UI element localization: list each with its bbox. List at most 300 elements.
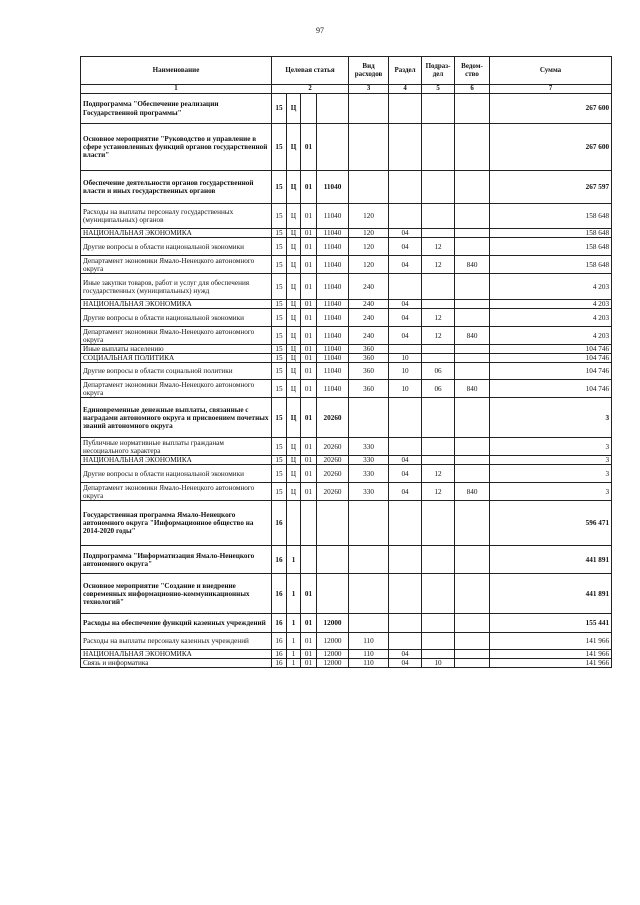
table-row	[81, 633, 612, 650]
row-name: НАЦИОНАЛЬНАЯ ЭКОНОМИКА	[81, 650, 272, 659]
direction-code: 11040	[317, 204, 349, 229]
program-code: 15	[272, 124, 287, 171]
subprogram-code: 1	[287, 574, 301, 614]
section-code: 04	[389, 465, 422, 483]
row-name: Расходы на выплаты персоналу государственных (муниципальных) органов	[81, 204, 272, 229]
section-code: 10	[389, 363, 422, 380]
amount: 3	[490, 398, 612, 438]
row-name: СОЦИАЛЬНАЯ ПОЛИТИКА	[81, 354, 272, 363]
activity-code: 01	[301, 398, 317, 438]
column-number: 3	[349, 85, 389, 94]
column-number: 4	[389, 85, 422, 94]
subprogram-code: Ц	[287, 94, 301, 124]
expense-type: 330	[349, 483, 389, 501]
subsection-code	[422, 345, 455, 354]
subsection-code	[422, 574, 455, 614]
department-code	[455, 546, 490, 574]
department-code: 840	[455, 380, 490, 398]
program-code: 16	[272, 574, 287, 614]
section-code: 04	[389, 650, 422, 659]
direction-code	[317, 546, 349, 574]
subprogram-code: Ц	[287, 238, 301, 256]
program-code: 15	[272, 229, 287, 238]
program-code: 15	[272, 456, 287, 465]
column-number: 6	[455, 85, 490, 94]
header-razdel: Раздел	[389, 57, 422, 85]
activity-code: 01	[301, 171, 317, 204]
direction-code: 11040	[317, 274, 349, 300]
program-code: 15	[272, 274, 287, 300]
subsection-code	[422, 171, 455, 204]
amount: 158 648	[490, 256, 612, 274]
direction-code	[317, 501, 349, 546]
department-code	[455, 456, 490, 465]
row-name: Публичные нормативные выплаты гражданам несоциального характера	[81, 438, 272, 456]
subprogram-code: Ц	[287, 309, 301, 327]
activity-code: 01	[301, 363, 317, 380]
table-row	[81, 309, 612, 327]
program-code: 15	[272, 345, 287, 354]
amount: 4 203	[490, 274, 612, 300]
program-code: 15	[272, 363, 287, 380]
activity-code: 01	[301, 229, 317, 238]
department-code	[455, 274, 490, 300]
subsection-code	[422, 501, 455, 546]
expense-type: 240	[349, 327, 389, 345]
subsection-code	[422, 546, 455, 574]
subprogram-code: Ц	[287, 380, 301, 398]
table-row	[81, 398, 612, 438]
amount: 3	[490, 465, 612, 483]
expense-type: 120	[349, 229, 389, 238]
amount: 104 746	[490, 345, 612, 354]
section-code: 04	[389, 256, 422, 274]
section-code: 04	[389, 483, 422, 501]
subprogram-code: Ц	[287, 300, 301, 309]
department-code	[455, 238, 490, 256]
section-code: 10	[389, 380, 422, 398]
subprogram-code: Ц	[287, 483, 301, 501]
amount: 3	[490, 456, 612, 465]
table-row	[81, 274, 612, 300]
subsection-code	[422, 204, 455, 229]
program-code: 15	[272, 465, 287, 483]
subprogram-code: 1	[287, 614, 301, 633]
activity-code: 01	[301, 345, 317, 354]
activity-code: 01	[301, 456, 317, 465]
department-code: 840	[455, 327, 490, 345]
subprogram-code: Ц	[287, 456, 301, 465]
direction-code: 11040	[317, 256, 349, 274]
subprogram-code: Ц	[287, 204, 301, 229]
section-code: 04	[389, 456, 422, 465]
section-code	[389, 398, 422, 438]
activity-code: 01	[301, 438, 317, 456]
section-code	[389, 171, 422, 204]
department-code	[455, 229, 490, 238]
subprogram-code: Ц	[287, 465, 301, 483]
table-row	[81, 650, 612, 659]
direction-code	[317, 574, 349, 614]
department-code	[455, 354, 490, 363]
direction-code: 11040	[317, 354, 349, 363]
subprogram-code: Ц	[287, 345, 301, 354]
subprogram-code: Ц	[287, 124, 301, 171]
amount: 141 966	[490, 650, 612, 659]
table-row	[81, 465, 612, 483]
table-row	[81, 229, 612, 238]
subsection-code: 12	[422, 238, 455, 256]
header-name: Наименование	[81, 57, 272, 85]
section-code	[389, 124, 422, 171]
amount: 104 746	[490, 354, 612, 363]
direction-code: 12000	[317, 659, 349, 668]
header-vid: Вид расходов	[349, 57, 389, 85]
activity-code	[301, 501, 317, 546]
subprogram-code: 1	[287, 650, 301, 659]
expense-type	[349, 546, 389, 574]
table-row	[81, 456, 612, 465]
activity-code: 01	[301, 659, 317, 668]
budget-table	[80, 56, 612, 668]
table-row	[81, 124, 612, 171]
activity-code: 01	[301, 633, 317, 650]
direction-code: 11040	[317, 171, 349, 204]
amount: 104 746	[490, 380, 612, 398]
row-name: НАЦИОНАЛЬНАЯ ЭКОНОМИКА	[81, 229, 272, 238]
subprogram-code: Ц	[287, 274, 301, 300]
program-code: 15	[272, 256, 287, 274]
expense-type: 360	[349, 363, 389, 380]
department-code	[455, 171, 490, 204]
amount: 4 203	[490, 327, 612, 345]
department-code: 840	[455, 256, 490, 274]
expense-type: 120	[349, 204, 389, 229]
expense-type: 120	[349, 238, 389, 256]
subsection-code	[422, 456, 455, 465]
row-name: Государственная программа Ямало-Ненецкого автономного округа "Информационное общество на 2014-2020 годы"	[81, 501, 272, 546]
amount: 4 203	[490, 309, 612, 327]
program-code: 16	[272, 546, 287, 574]
subsection-code: 12	[422, 256, 455, 274]
subsection-code: 06	[422, 363, 455, 380]
table-row	[81, 204, 612, 229]
expense-type: 240	[349, 274, 389, 300]
subsection-code	[422, 274, 455, 300]
row-name: Обеспечение деятельности органов государственной власти и иных государственных органов	[81, 171, 272, 204]
program-code: 16	[272, 501, 287, 546]
department-code	[455, 204, 490, 229]
subsection-code: 10	[422, 659, 455, 668]
expense-type	[349, 94, 389, 124]
subprogram-code: 1	[287, 659, 301, 668]
activity-code: 01	[301, 380, 317, 398]
column-number: 1	[81, 85, 272, 94]
program-code: 15	[272, 238, 287, 256]
header-podrazdel: Подраз-дел	[422, 57, 455, 85]
row-name: Департамент экономики Ямало-Ненецкого автономного округа	[81, 380, 272, 398]
program-code: 15	[272, 483, 287, 501]
expense-type: 110	[349, 650, 389, 659]
direction-code: 11040	[317, 327, 349, 345]
amount: 441 891	[490, 574, 612, 614]
table-row	[81, 501, 612, 546]
direction-code: 11040	[317, 229, 349, 238]
table-row	[81, 438, 612, 456]
program-code: 15	[272, 327, 287, 345]
activity-code: 01	[301, 354, 317, 363]
department-code	[455, 614, 490, 633]
amount: 158 648	[490, 204, 612, 229]
expense-type	[349, 614, 389, 633]
subsection-code: 12	[422, 483, 455, 501]
column-number-row	[81, 85, 612, 94]
program-code: 16	[272, 633, 287, 650]
subprogram-code	[287, 501, 301, 546]
expense-type: 360	[349, 380, 389, 398]
row-name: Иные закупки товаров, работ и услуг для обеспечения государственных (муниципальных) нужд	[81, 274, 272, 300]
direction-code: 12000	[317, 614, 349, 633]
expense-type: 330	[349, 465, 389, 483]
direction-code: 11040	[317, 309, 349, 327]
subsection-code	[422, 438, 455, 456]
subprogram-code: Ц	[287, 171, 301, 204]
table-row	[81, 546, 612, 574]
direction-code: 12000	[317, 650, 349, 659]
expense-type: 240	[349, 300, 389, 309]
activity-code: 01	[301, 574, 317, 614]
amount: 441 891	[490, 546, 612, 574]
table-row	[81, 256, 612, 274]
department-code	[455, 501, 490, 546]
department-code	[455, 363, 490, 380]
row-name: Основное мероприятие "Руководство и управление в сфере установленных функций органов государственной власти"	[81, 124, 272, 171]
subsection-code: 06	[422, 380, 455, 398]
section-code	[389, 633, 422, 650]
row-name: Подпрограмма "Обеспечение реализации Государственной программы"	[81, 94, 272, 124]
subsection-code	[422, 300, 455, 309]
direction-code	[317, 124, 349, 171]
subprogram-code: Ц	[287, 398, 301, 438]
department-code	[455, 309, 490, 327]
expense-type: 240	[349, 309, 389, 327]
program-code: 15	[272, 94, 287, 124]
section-code: 04	[389, 659, 422, 668]
activity-code: 01	[301, 204, 317, 229]
row-name: Единовременные денежные выплаты, связанные с наградами автономного округа и присвоением почетных званий автономного округа	[81, 398, 272, 438]
section-code	[389, 438, 422, 456]
subprogram-code: 1	[287, 633, 301, 650]
expense-type: 360	[349, 354, 389, 363]
amount: 155 441	[490, 614, 612, 633]
amount: 158 648	[490, 238, 612, 256]
table-row	[81, 363, 612, 380]
department-code	[455, 438, 490, 456]
row-name: Расходы на выплаты персоналу казенных учреждений	[81, 633, 272, 650]
program-code: 16	[272, 659, 287, 668]
section-code: 04	[389, 300, 422, 309]
column-number: 7	[490, 85, 612, 94]
column-number: 2	[272, 85, 349, 94]
expense-type	[349, 171, 389, 204]
amount: 4 203	[490, 300, 612, 309]
column-number: 5	[422, 85, 455, 94]
section-code	[389, 614, 422, 633]
direction-code: 11040	[317, 238, 349, 256]
table-row	[81, 574, 612, 614]
direction-code: 20260	[317, 398, 349, 438]
direction-code	[317, 94, 349, 124]
department-code	[455, 94, 490, 124]
section-code: 10	[389, 354, 422, 363]
section-code	[389, 501, 422, 546]
expense-type	[349, 501, 389, 546]
direction-code: 11040	[317, 300, 349, 309]
row-name: Департамент экономики Ямало-Ненецкого автономного округа	[81, 327, 272, 345]
subprogram-code: Ц	[287, 354, 301, 363]
table-row	[81, 171, 612, 204]
row-name: Расходы на обеспечение функций казенных учреждений	[81, 614, 272, 633]
table-row	[81, 380, 612, 398]
program-code: 15	[272, 300, 287, 309]
subsection-code	[422, 124, 455, 171]
table-row	[81, 659, 612, 668]
activity-code: 01	[301, 483, 317, 501]
amount: 3	[490, 438, 612, 456]
expense-type: 110	[349, 659, 389, 668]
row-name: Подпрограмма "Информатизация Ямало-Ненецкого автономного округа"	[81, 546, 272, 574]
expense-type: 360	[349, 345, 389, 354]
row-name: Связь и информатика	[81, 659, 272, 668]
row-name: Основное мероприятие "Создание и внедрение современных информационно-коммуникационных технологий"	[81, 574, 272, 614]
row-name: НАЦИОНАЛЬНАЯ ЭКОНОМИКА	[81, 456, 272, 465]
amount: 104 746	[490, 363, 612, 380]
table-row	[81, 327, 612, 345]
expense-type: 120	[349, 256, 389, 274]
table-row	[81, 614, 612, 633]
activity-code: 01	[301, 650, 317, 659]
direction-code: 20260	[317, 456, 349, 465]
activity-code: 01	[301, 300, 317, 309]
direction-code: 20260	[317, 483, 349, 501]
row-name: Департамент экономики Ямало-Ненецкого автономного округа	[81, 483, 272, 501]
activity-code	[301, 546, 317, 574]
table-row	[81, 238, 612, 256]
subsection-code	[422, 398, 455, 438]
department-code	[455, 633, 490, 650]
table-row	[81, 345, 612, 354]
program-code: 15	[272, 171, 287, 204]
subsection-code	[422, 614, 455, 633]
header-summa: Сумма	[490, 57, 612, 85]
expense-type: 110	[349, 633, 389, 650]
expense-type	[349, 398, 389, 438]
section-code: 04	[389, 238, 422, 256]
section-code: 04	[389, 229, 422, 238]
table-row	[81, 483, 612, 501]
amount: 3	[490, 483, 612, 501]
amount: 267 600	[490, 94, 612, 124]
section-code	[389, 94, 422, 124]
department-code	[455, 124, 490, 171]
program-code: 15	[272, 309, 287, 327]
subprogram-code: 1	[287, 546, 301, 574]
activity-code: 01	[301, 465, 317, 483]
section-code	[389, 345, 422, 354]
subsection-code	[422, 229, 455, 238]
row-name: Другие вопросы в области национальной экономики	[81, 238, 272, 256]
amount: 596 471	[490, 501, 612, 546]
direction-code: 20260	[317, 465, 349, 483]
expense-type	[349, 124, 389, 171]
subsection-code	[422, 354, 455, 363]
department-code	[455, 659, 490, 668]
subsection-code: 12	[422, 465, 455, 483]
subsection-code	[422, 650, 455, 659]
amount: 141 966	[490, 633, 612, 650]
activity-code: 01	[301, 274, 317, 300]
section-code	[389, 546, 422, 574]
activity-code: 01	[301, 256, 317, 274]
amount: 267 600	[490, 124, 612, 171]
activity-code: 01	[301, 309, 317, 327]
department-code	[455, 300, 490, 309]
table-row	[81, 354, 612, 363]
row-name: НАЦИОНАЛЬНАЯ ЭКОНОМИКА	[81, 300, 272, 309]
department-code: 840	[455, 483, 490, 501]
department-code	[455, 574, 490, 614]
section-code: 04	[389, 309, 422, 327]
program-code: 15	[272, 398, 287, 438]
table-row	[81, 94, 612, 124]
direction-code: 11040	[317, 345, 349, 354]
amount: 267 597	[490, 171, 612, 204]
program-code: 16	[272, 650, 287, 659]
activity-code: 01	[301, 238, 317, 256]
row-name: Другие вопросы в области социальной политики	[81, 363, 272, 380]
direction-code: 11040	[317, 363, 349, 380]
department-code	[455, 345, 490, 354]
expense-type	[349, 574, 389, 614]
row-name: Другие вопросы в области национальной экономики	[81, 309, 272, 327]
header-target: Целевая статья	[272, 57, 349, 85]
activity-code	[301, 94, 317, 124]
program-code: 15	[272, 438, 287, 456]
subprogram-code: Ц	[287, 256, 301, 274]
amount: 158 648	[490, 229, 612, 238]
table-row	[81, 300, 612, 309]
page-number: 97	[316, 26, 324, 35]
expense-type: 330	[349, 438, 389, 456]
department-code	[455, 465, 490, 483]
expense-type: 330	[349, 456, 389, 465]
subsection-code	[422, 633, 455, 650]
program-code: 15	[272, 354, 287, 363]
department-code	[455, 398, 490, 438]
direction-code: 20260	[317, 438, 349, 456]
department-code	[455, 650, 490, 659]
section-code: 04	[389, 327, 422, 345]
subprogram-code: Ц	[287, 229, 301, 238]
direction-code: 11040	[317, 380, 349, 398]
activity-code: 01	[301, 614, 317, 633]
amount: 141 966	[490, 659, 612, 668]
subprogram-code: Ц	[287, 438, 301, 456]
section-code	[389, 574, 422, 614]
subsection-code: 12	[422, 327, 455, 345]
activity-code: 01	[301, 124, 317, 171]
row-name: Другие вопросы в области национальной экономики	[81, 465, 272, 483]
